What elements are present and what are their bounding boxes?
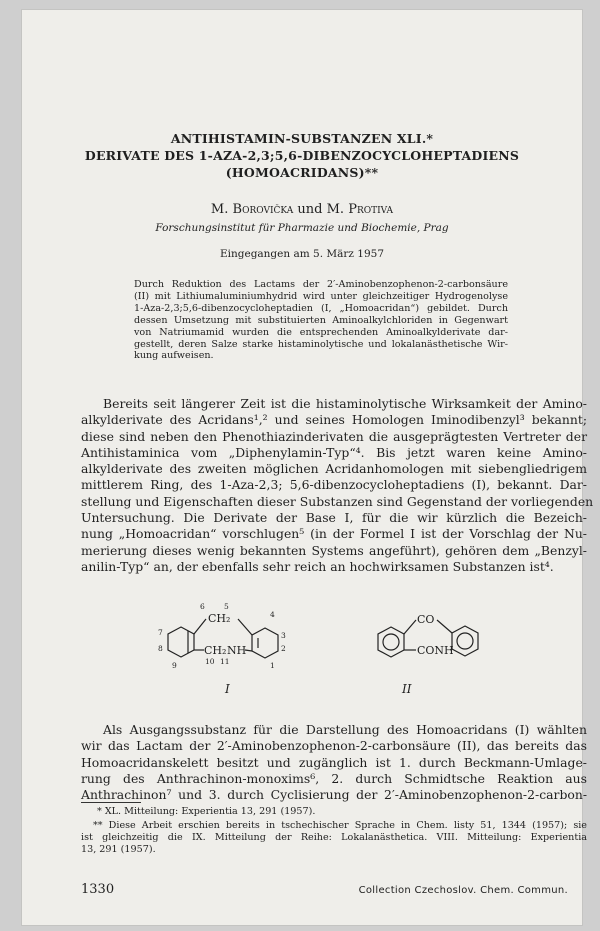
author-2-name: Protiva: [348, 202, 394, 217]
structural-formulas-figure: [152, 600, 492, 700]
ring-number: 3: [281, 631, 286, 640]
abstract: [134, 279, 508, 362]
body-line: Bereits seit längerer Zeit ist die histaminolytische Wirksamkeit der Amino-: [103, 396, 587, 411]
author-1-name: Borovička: [232, 202, 294, 217]
paragraph-2: [81, 722, 587, 803]
ring-number: 9: [172, 661, 177, 670]
paper-page: [22, 10, 594, 925]
body-line: stellung und Eigenschaften dieser Substanzen sind Gegenstand der vorliegenden: [81, 493, 594, 509]
abstract-line: dessen Umsetzung mit substituierten Aminoalkylchloriden in Gegenwart: [134, 314, 508, 326]
paragraph-1: [81, 396, 594, 575]
benzene-ring-right: [452, 626, 478, 656]
title-line-1: ANTIHISTAMIN-SUBSTANZEN XLI.*: [170, 131, 434, 146]
abstract-line: 1-Aza-2,3;5,6-dibenzocycloheptadien (I, „Homoacridan“) gebildet. Durch: [134, 302, 508, 314]
ring-number: 11: [220, 657, 230, 666]
body-line: alkylderivate des zweiten möglichen Acridanhomologen mit siebengliedrigem: [81, 461, 587, 477]
footnote-1: [81, 806, 587, 818]
title-line-3: (HOMOACRIDANS)**: [225, 165, 379, 180]
ring-number: 5: [224, 602, 229, 611]
footnote-line: ist gleichzeitig die IX. Mitteilung der Reihe: Lokalanästhetica. VIII. Mitteilung: Experientia: [81, 832, 587, 843]
body-line: rung des Anthrachinon-monoxims⁶, 2. durch Schmidtsche Reaktion aus: [81, 770, 587, 786]
footnote-2: [81, 820, 587, 856]
ring-number: 6: [200, 602, 205, 611]
body-line: merierung dieses wenig bekannten Systems angeführt), gehören dem „Benzyl-: [81, 542, 587, 558]
received-date: Eingegangen am 5. März 1957: [219, 248, 385, 260]
co-label: CO: [417, 613, 435, 626]
body-line: Untersuchung. Die Derivate der Base I, für die wir kürzlich die Bezeich-: [81, 510, 587, 526]
author-2-initial: M.: [326, 202, 345, 217]
body-line: wir das Lactam der 2′-Aminobenzophenon-2-carbonsäure (II), das bereits das: [81, 738, 587, 754]
formula-II-label: II: [402, 682, 412, 696]
nh-label: NH: [227, 644, 247, 657]
body-line: mittlerem Ring, des 1-Aza-2,3; 5,6-dibenzocycloheptadiens (I), bekannt. Dar-: [81, 477, 587, 493]
title-line-2: DERIVATE DES 1-AZA-2,3;5,6-DIBENZOCYCLOHEPTADIENS: [84, 148, 520, 163]
author-1-initial: M.: [210, 202, 229, 217]
conh-label: CONH: [417, 644, 454, 657]
authors: [22, 202, 582, 217]
institute: Forschungsinstitut für Pharmazie und Biochemie, Prag: [155, 222, 449, 234]
page-number: 1330: [81, 882, 115, 897]
benzene-ring-left: [168, 627, 194, 657]
ring-number: 4: [270, 610, 275, 619]
ring-number: 7: [158, 628, 163, 637]
footnote-line: 13, 291 (1957).: [81, 844, 156, 855]
ch2-bottom-label: CH₂: [204, 644, 227, 657]
formula-II: [378, 613, 478, 657]
abstract-line: gestellt, deren Salze starke histaminolytische und lokalanästhetische Wir-: [134, 338, 508, 350]
formula-I-label: I: [225, 682, 230, 696]
bond-line: [194, 619, 206, 634]
bond-line: [437, 620, 452, 633]
abstract-line: kung aufweisen.: [134, 350, 214, 362]
body-line: Anthrachinon⁷ und 3. durch Cyclisierung der 2′-Aminobenzophenon-2-carbon-: [81, 787, 587, 803]
body-line: nung „Homoacridan“ vorschlugen⁵ (in der Formel I ist der Vorschlag der Nu-: [81, 526, 587, 542]
body-line: Antihistaminica vom „Diphenylamin-Typ“⁴. Bis jetzt waren keine Amino-: [81, 444, 587, 460]
benzene-ring-right: [252, 628, 278, 658]
body-line: Als Ausgangssubstanz für die Darstellung des Homoacridans (I) wählten: [103, 722, 587, 737]
body-line: Homoacridanskelett besitzt und zugänglich ist 1. durch Beckmann-Umlage-: [81, 754, 587, 770]
footnote-line: * XL. Mitteilung: Experientia 13, 291 (1957).: [97, 806, 316, 817]
abstract-line: (II) mit Lithiumaluminiumhydrid wird unter gleichzeitiger Hydrogenolyse: [134, 290, 508, 302]
body-line: anilin-Typ“ an, der ebenfalls sehr reich an hochwirksamen Substanzen ist⁴.: [81, 558, 554, 574]
body-line: diese sind neben den Phenothiazinderivaten die ausgeprägtesten Vertreter der: [81, 428, 587, 444]
ch2-top-label: CH₂: [208, 612, 231, 625]
footnote-line: ** Diese Arbeit erschien bereits in tschechischer Sprache in Chem. listy 51, 1344 (1957); sie: [93, 820, 587, 831]
abstract-line: Durch Reduktion des Lactams der 2′-Aminobenzophenon-2-carbonsäure: [134, 279, 508, 290]
journal-name: Collection Czechoslov. Chem. Commun.: [358, 885, 568, 896]
formula-I: [158, 602, 286, 670]
abstract-line: von Natriumamid wurden die entsprechenden Aminoalkylderivate dar-: [134, 326, 508, 338]
bond-line: [404, 620, 416, 634]
authors-and: und: [297, 202, 323, 217]
bond-line: [238, 619, 252, 635]
body-line: alkylderivate des Acridans¹,² und seines Homologen Iminodibenzyl³ bekannt;: [81, 412, 587, 428]
footnote-divider: [81, 802, 141, 803]
ring-number: 2: [281, 644, 286, 653]
ring-number: 10: [205, 657, 215, 666]
ring-number: 1: [270, 661, 275, 670]
benzene-ring-left: [378, 627, 404, 657]
ring-number: 8: [158, 644, 163, 653]
